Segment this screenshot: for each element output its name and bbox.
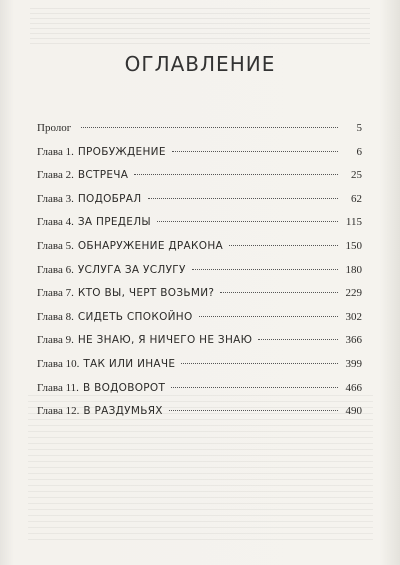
toc-chapter-label: Глава 2. xyxy=(37,169,74,182)
bleed-through-text-top xyxy=(30,8,370,48)
dot-leader xyxy=(172,151,338,152)
toc-chapter-label: Глава 4. xyxy=(37,216,74,229)
toc-entry-chapter-1[interactable] xyxy=(37,146,362,170)
toc-chapter-title: ВСТРЕЧА xyxy=(77,169,129,182)
toc-chapter-title: УСЛУГА ЗА УСЛУГУ xyxy=(77,263,186,276)
toc-chapter-title: ПОДОБРАЛ xyxy=(77,192,142,205)
toc-page-number: 229 xyxy=(345,287,362,300)
toc-chapter-title: НЕ ЗНАЮ, Я НИЧЕГО НЕ ЗНАЮ xyxy=(77,334,253,347)
toc-entry-chapter-7[interactable] xyxy=(37,287,362,311)
toc-entry-chapter-6[interactable] xyxy=(37,264,362,288)
toc-chapter-label: Глава 5. xyxy=(37,239,74,252)
toc-chapter-title: ЗА ПРЕДЕЛЫ xyxy=(77,216,151,229)
toc-page-number: 302 xyxy=(345,310,362,323)
dot-leader xyxy=(199,316,338,317)
toc-page-number: 399 xyxy=(345,357,362,370)
toc-page-number: 25 xyxy=(351,169,362,182)
dot-leader xyxy=(134,174,338,175)
toc-page-number: 115 xyxy=(345,216,362,229)
dot-leader xyxy=(181,363,338,364)
page-title: ОГЛАВЛЕНИЕ xyxy=(124,52,276,76)
toc-entry-chapter-5[interactable] xyxy=(37,240,362,264)
toc-chapter-title: В РАЗДУМЬЯХ xyxy=(83,405,163,418)
dot-leader xyxy=(171,387,338,388)
toc-chapter-label: Глава 9. xyxy=(37,334,74,347)
table-of-contents xyxy=(37,122,362,429)
dot-leader xyxy=(258,339,338,340)
toc-chapter-label: Пролог xyxy=(37,122,72,134)
toc-page-number: 6 xyxy=(356,145,362,158)
toc-entry-chapter-11[interactable] xyxy=(37,382,362,406)
toc-entry-chapter-9[interactable] xyxy=(37,334,362,358)
toc-entry-chapter-2[interactable] xyxy=(37,169,362,193)
toc-entry-prologue[interactable] xyxy=(37,122,362,146)
toc-chapter-title: КТО ВЫ, ЧЕРТ ВОЗЬМИ? xyxy=(77,287,215,300)
toc-chapter-title: СИДЕТЬ СПОКОЙНО xyxy=(77,310,193,323)
toc-entry-chapter-8[interactable] xyxy=(37,311,362,335)
toc-chapter-label: Глава 1. xyxy=(37,145,74,158)
dot-leader xyxy=(81,127,338,128)
toc-page-number: 366 xyxy=(345,334,362,347)
toc-chapter-label: Глава 8. xyxy=(37,310,74,323)
toc-chapter-label: Глава 3. xyxy=(37,192,74,205)
dot-leader xyxy=(192,269,338,270)
toc-entry-chapter-3[interactable] xyxy=(37,193,362,217)
dot-leader xyxy=(157,221,338,222)
toc-entry-chapter-12[interactable] xyxy=(37,405,362,429)
toc-page-number: 150 xyxy=(345,239,362,252)
toc-entry-chapter-4[interactable] xyxy=(37,216,362,240)
toc-chapter-label: Глава 6. xyxy=(37,263,74,276)
toc-entry-chapter-10[interactable] xyxy=(37,358,362,382)
toc-chapter-title: ТАК ИЛИ ИНАЧЕ xyxy=(83,357,176,370)
toc-page-number: 466 xyxy=(345,381,362,394)
toc-page-number: 180 xyxy=(345,263,362,276)
toc-page-number: 490 xyxy=(345,405,362,418)
toc-page-number: 5 xyxy=(356,122,362,134)
dot-leader xyxy=(229,245,338,246)
toc-chapter-title: ПРОБУЖДЕНИЕ xyxy=(77,145,166,158)
toc-page-number: 62 xyxy=(351,192,362,205)
toc-chapter-label: Глава 12. xyxy=(37,405,80,418)
toc-chapter-title: ОБНАРУЖЕНИЕ ДРАКОНА xyxy=(77,239,224,252)
dot-leader xyxy=(169,410,338,411)
toc-chapter-title: В ВОДОВОРОТ xyxy=(82,381,166,394)
dot-leader xyxy=(220,292,338,293)
toc-chapter-label: Глава 10. xyxy=(37,357,80,370)
toc-chapter-label: Глава 11. xyxy=(37,381,79,394)
dot-leader xyxy=(148,198,339,199)
toc-chapter-label: Глава 7. xyxy=(37,287,74,300)
